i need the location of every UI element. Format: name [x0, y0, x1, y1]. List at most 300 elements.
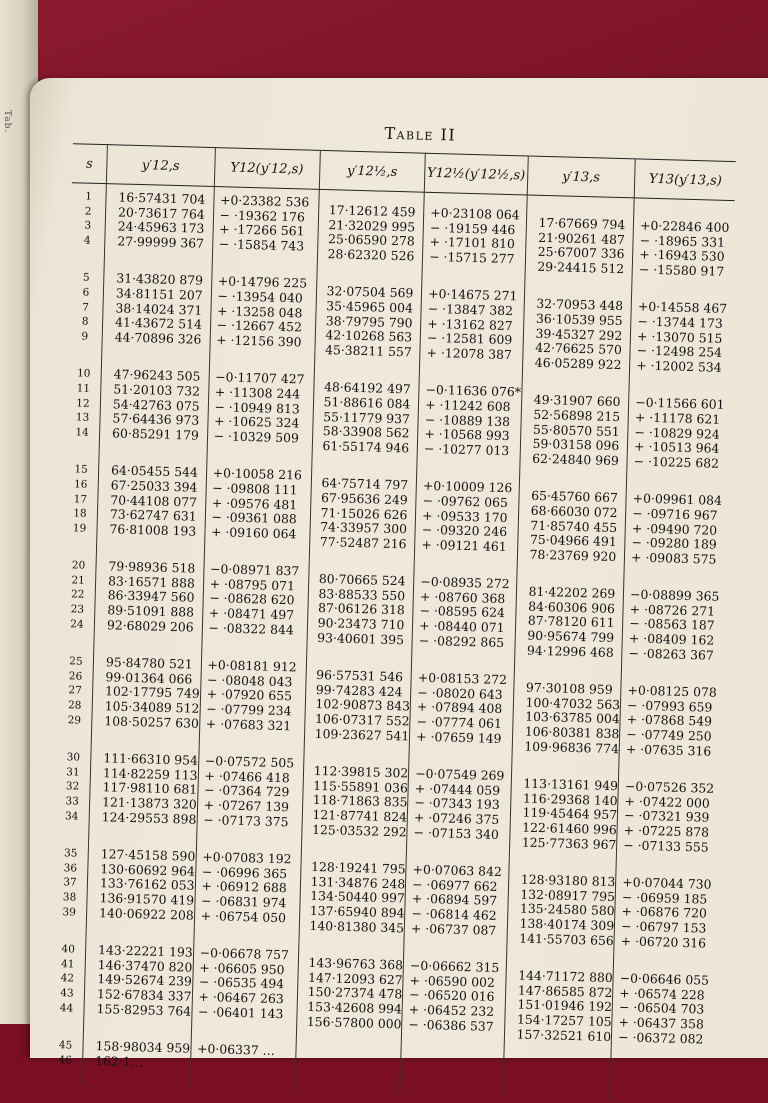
- table-cell: 149·52674 239: [97, 971, 193, 990]
- table-cell: +0·10058 216: [212, 465, 303, 483]
- table-cell: 90·95674 799: [527, 627, 615, 646]
- table-cell: 3: [84, 219, 92, 232]
- table-cell: 60·85291 179: [111, 425, 200, 443]
- table-cell: + ·06452 232: [408, 1001, 495, 1019]
- table-cell: 65·45760 667: [530, 488, 619, 506]
- table-cell: +0·14796 225: [217, 273, 308, 291]
- table-cell: − ·12667 452: [216, 317, 303, 335]
- table-cell: + ·13070 515: [636, 328, 723, 346]
- column-row-index: [64, 360, 101, 457]
- table-cell: 89·51091 888: [107, 602, 195, 620]
- table-cell: 45·38211 557: [324, 341, 412, 360]
- table-cell: [295, 1066, 400, 1083]
- table-cell: 38: [62, 891, 77, 904]
- table-cell: 21·32029 995: [328, 216, 416, 235]
- table-cell: + ·07267 139: [203, 796, 290, 815]
- table-cell: 42·10268 563: [325, 327, 413, 345]
- table-cell: 6: [82, 286, 90, 299]
- table-cell: − ·06797 153: [620, 918, 707, 936]
- table-cell: 5: [82, 271, 90, 285]
- table-cell: 34: [64, 809, 79, 823]
- table-cell: 29·24415 512: [537, 258, 625, 276]
- table-cell: 157·32521 610: [516, 1026, 612, 1044]
- column-row-index: [52, 840, 89, 937]
- table-cell: [503, 1079, 610, 1096]
- table-cell: + ·06894 597: [411, 891, 498, 909]
- table-cell: − ·13847 382: [427, 300, 514, 319]
- table-cell: 83·16571 888: [107, 573, 196, 591]
- column-Y12-half-value: [400, 1042, 504, 1097]
- column-Y13-value: [627, 376, 730, 475]
- header-y12: y′12,s: [106, 145, 215, 187]
- table-cell: 31: [66, 766, 80, 779]
- table-cell: + ·06605 950: [199, 959, 285, 977]
- table-cell: −0·07549 269: [415, 765, 505, 784]
- column-y12-value: [96, 457, 206, 556]
- table-cell: − ·06386 537: [408, 1016, 494, 1034]
- table-cell: − ·13954 040: [217, 288, 303, 306]
- table-cell: 4: [83, 234, 91, 247]
- table-cell: + ·08440 071: [419, 617, 505, 636]
- table-cell: − ·06535 494: [198, 974, 285, 992]
- table-cell: + ·08795 071: [209, 575, 296, 594]
- table-cell: 17: [73, 492, 88, 506]
- table-cell: − ·09320 246: [421, 521, 508, 540]
- column-Y12-value: [204, 460, 312, 559]
- table-cell: 12: [76, 396, 90, 410]
- table-cell: 8: [81, 315, 89, 328]
- table-cell: − ·06996 365: [201, 863, 288, 882]
- table-row-group: [67, 265, 733, 379]
- table-cell: 11: [76, 382, 91, 395]
- table-cell: −0·06678 757: [199, 945, 290, 963]
- table-cell: 59·03158 096: [532, 435, 620, 454]
- table-cell: − ·15580 917: [638, 261, 725, 279]
- table-cell: 47·96243 505: [113, 366, 201, 385]
- column-row-index: [70, 183, 107, 266]
- table-cell: 99·01364 066: [105, 669, 193, 687]
- table-cell: + ·07246 375: [413, 809, 500, 827]
- table-cell: + ·09160 064: [210, 523, 297, 542]
- table-cell: − ·06814 462: [411, 905, 497, 923]
- table-cell: − ·08595 624: [419, 603, 506, 621]
- table-cell: 84·60306 906: [528, 598, 616, 616]
- table-cell: 155·82953 764: [96, 1000, 192, 1019]
- table-cell: − ·07321 939: [623, 807, 710, 826]
- column-row-index: [57, 648, 94, 745]
- table-cell: 138·40174 309: [519, 915, 615, 934]
- table-cell: + ·07225 878: [623, 822, 710, 840]
- table-cell: + ·16943 530: [639, 246, 725, 265]
- table-cell: 144·71172 880: [518, 967, 613, 986]
- table-cell: − ·06831 974: [200, 892, 287, 911]
- column-y12-value: [89, 745, 199, 844]
- table-title: Table II: [384, 123, 457, 145]
- column-y13-value: [502, 1044, 611, 1099]
- table-cell: + ·09121 461: [421, 536, 507, 554]
- table-cell: 117·98110 681: [102, 779, 198, 798]
- table-cell: 93·40601 395: [317, 629, 405, 647]
- table-cell: 38·79795 790: [325, 312, 413, 331]
- column-Y13-value: [632, 198, 735, 283]
- table-cell: 49·31907 660: [533, 392, 621, 410]
- column-y12-half-value: [301, 751, 409, 850]
- table-cell: + ·07894 408: [416, 699, 503, 717]
- table-cell: 46·05289 922: [534, 354, 622, 372]
- column-Y12-half-value: [420, 274, 525, 373]
- table-cell: 21: [71, 574, 85, 587]
- table-cell: 7: [82, 301, 90, 314]
- table-cell: 143·96763 368: [308, 955, 404, 973]
- table-cell: 25: [69, 655, 83, 668]
- table-cell: 87·06126 318: [317, 600, 405, 618]
- column-row-index: [54, 744, 91, 841]
- table-cell: 32·07504 569: [326, 283, 414, 301]
- table-cell: − ·10889 138: [424, 411, 511, 429]
- table-cell: +0·09961 084: [632, 490, 723, 509]
- column-Y12-half-value: [407, 754, 512, 853]
- table-cell: 76·81008 193: [109, 521, 197, 539]
- table-cell: 119·45464 957: [522, 805, 618, 823]
- table-cell: + ·06590 002: [409, 972, 496, 990]
- table-cell: 16: [73, 478, 88, 491]
- table-cell: 97·30108 959: [525, 679, 613, 698]
- table-cell: +0·08125 078: [627, 682, 717, 701]
- table-cell: 102·90873 843: [315, 696, 411, 714]
- table-cell: −0·08971 837: [209, 561, 300, 579]
- table-cell: 24·45963 173: [117, 218, 205, 236]
- table-cell: 114·82259 113: [102, 765, 198, 783]
- table-cell: +0·07063 842: [412, 861, 503, 880]
- table-cell: 51·20103 732: [113, 381, 201, 399]
- table-cell: 20: [71, 559, 86, 572]
- table-cell: − ·13744 173: [637, 313, 723, 331]
- table-cell: 100·47032 563: [525, 694, 621, 713]
- table-cell: 127·45158 590: [100, 846, 196, 864]
- table-cell: − ·07133 555: [623, 836, 709, 855]
- table-cell: + ·06467 263: [198, 988, 284, 1007]
- column-y12-half-value: [304, 655, 412, 754]
- table-cell: 42·76625 570: [535, 339, 623, 358]
- table-cell: − ·15715 277: [429, 248, 515, 266]
- table-cell: 21·90261 487: [537, 229, 626, 247]
- column-Y12-value: [196, 748, 304, 847]
- table-cell: 80·70665 524: [318, 571, 406, 589]
- column-Y12-value: [199, 652, 307, 751]
- table-cell: 109·96836 774: [524, 738, 620, 756]
- table-cell: 45: [58, 1039, 73, 1052]
- table-cell: + ·11178 621: [634, 409, 721, 427]
- table-cell: 36·10539 955: [535, 310, 623, 329]
- table-cell: 19: [72, 522, 87, 535]
- table-cell: + ·17101 810: [429, 234, 516, 252]
- table-cell: 96·57531 546: [316, 667, 404, 685]
- column-Y13-value: [610, 1047, 712, 1102]
- table-cell: 134·50440 997: [310, 888, 406, 906]
- table-cell: 102·17795 749: [104, 683, 200, 702]
- table-cell: + ·17266 561: [219, 221, 305, 239]
- table-cell: 16·57431 704: [118, 189, 206, 207]
- table-cell: 106·07317 552: [314, 710, 410, 729]
- column-y13-value: [519, 373, 629, 472]
- table-cell: + ·07444 059: [414, 780, 501, 798]
- table-cell: + ·08471 497: [208, 605, 295, 623]
- table-cell: 122·61460 996: [522, 819, 617, 838]
- table-cell: 153·42608 994: [307, 998, 403, 1017]
- column-y13-value: [509, 757, 619, 856]
- table-cell: 51·88616 084: [323, 394, 411, 412]
- table-cell: 77·52487 216: [319, 533, 407, 552]
- table-cell: + ·09533 170: [422, 507, 508, 525]
- table-cell: − ·10329 509: [213, 427, 300, 446]
- table-cell: 38·14024 371: [115, 299, 203, 318]
- table-cell: + ·13162 827: [427, 315, 513, 333]
- table-cell: 92·68029 206: [106, 616, 194, 635]
- table-cell: 35: [63, 847, 78, 860]
- table-cell: +0·08181 912: [207, 657, 297, 675]
- table-cell: −0·07526 352: [624, 778, 715, 796]
- table-cell: 121·13873 320: [101, 794, 197, 812]
- table-row-group: [59, 552, 725, 666]
- table-cell: 81·42202 269: [528, 583, 616, 602]
- table-cell: 86·33947 560: [107, 587, 195, 606]
- table-cell: 150·27374 478: [307, 984, 403, 1002]
- table-cell: +0·14558 467: [637, 298, 728, 317]
- table-cell: 27: [68, 684, 83, 698]
- table-cell: − ·09808 111: [212, 480, 298, 498]
- column-y12-value: [86, 841, 196, 940]
- table-cell: − ·19362 176: [219, 206, 306, 225]
- table-row-group: [49, 936, 715, 1050]
- table-cell: 20·73617 764: [117, 204, 206, 222]
- table-cell: 147·12093 627: [307, 969, 403, 988]
- table-cell: + ·07683 321: [205, 715, 292, 733]
- table-cell: 70·44108 077: [110, 491, 198, 510]
- table-cell: −0·07572 505: [204, 753, 295, 771]
- table-cell: + ·07920 655: [206, 686, 293, 704]
- table-cell: 46: [58, 1053, 73, 1067]
- column-y13-value: [522, 277, 632, 376]
- adjacent-page-text: Tab.: [2, 110, 12, 134]
- table-cell: −0·06662 315: [409, 957, 500, 976]
- table-cell: 30: [66, 751, 81, 764]
- table-row-group: [57, 648, 723, 762]
- table-cell: 52·56898 215: [533, 406, 621, 425]
- table-cell: 116·29368 140: [522, 790, 618, 808]
- column-Y13-value: [630, 280, 733, 379]
- table-cell: − ·10225 682: [633, 453, 720, 471]
- column-row-index: [62, 456, 99, 553]
- header-Y12: Y12(y′12,s): [214, 148, 320, 190]
- column-y12-value: [104, 184, 214, 269]
- table-cell: 61·55174 946: [322, 437, 410, 456]
- table-cell: 128·93180 813: [520, 871, 616, 890]
- table-cell: 57·64436 973: [112, 410, 200, 428]
- column-Y13-value: [622, 568, 725, 667]
- table-cell: − ·06977 662: [412, 876, 498, 894]
- table-cell: 137·65940 894: [309, 902, 405, 921]
- table-cell: 29: [67, 713, 82, 727]
- table-cell: 42: [60, 972, 75, 985]
- table-cell: − ·12498 254: [636, 342, 723, 360]
- table-cell: 71·85740 455: [530, 517, 618, 535]
- table-cell: 18: [73, 507, 87, 520]
- table-cell: 75·04966 491: [529, 531, 617, 550]
- table-cell: 39: [62, 905, 77, 919]
- table-cell: 34·81151 207: [115, 285, 203, 303]
- table-cell: +0·07083 192: [202, 849, 292, 867]
- table-cell: 32: [65, 780, 80, 794]
- table-cell: − ·06520 016: [409, 986, 495, 1005]
- table-cell: 14: [75, 426, 90, 439]
- column-y12-half-value: [311, 367, 419, 466]
- table-cell: 67·25033 394: [110, 477, 198, 495]
- column-y12-half-value: [299, 847, 407, 946]
- table-cell: − ·08322 844: [208, 619, 294, 638]
- column-y12-half-value: [295, 1039, 402, 1094]
- table-cell: − ·10949 813: [214, 398, 300, 416]
- table-row-group: [62, 456, 728, 570]
- table-cell: 23: [70, 603, 85, 616]
- table-cell: 95·84780 521: [105, 654, 193, 672]
- table-cell: 71·15026 626: [320, 504, 408, 522]
- table-cell: + ·11308 244: [214, 384, 301, 402]
- table-cell: + ·11242 608: [425, 396, 511, 415]
- column-y12-half-value: [317, 189, 425, 274]
- column-Y12-value: [194, 844, 302, 943]
- column-Y12-half-value: [422, 192, 527, 277]
- column-Y12-value: [209, 268, 317, 367]
- column-Y12-value: [201, 556, 309, 655]
- table-cell: 48·64192 497: [323, 379, 411, 397]
- table-cell: 44: [59, 1001, 74, 1015]
- table-cell: + ·06720 316: [620, 932, 707, 951]
- table-body: [48, 183, 735, 1102]
- header-y13: y′13,s: [527, 156, 636, 198]
- table-cell: 151·01946 192: [517, 996, 613, 1015]
- column-Y12-value: [212, 187, 319, 272]
- table-cell: 130·60692 964: [100, 860, 196, 879]
- table-cell: + ·06754 050: [200, 907, 287, 925]
- column-y12-half-value: [296, 943, 404, 1042]
- table-cell: +0·23382 536: [219, 192, 310, 210]
- table-cell: 55·11779 937: [323, 408, 411, 426]
- table-cell: − ·09280 189: [631, 534, 718, 552]
- table-cell: 62·24840 969: [532, 450, 620, 468]
- column-Y12-half-value: [414, 466, 519, 565]
- table-cell: + ·07868 549: [626, 711, 713, 730]
- table-cell: 143·22221 193: [97, 942, 193, 960]
- table-cell: − ·12581 609: [426, 330, 513, 348]
- table-cell: 131·34876 248: [310, 873, 406, 892]
- table-cell: 140·06922 208: [98, 904, 194, 923]
- table-cell: − ·08263 367: [628, 645, 715, 663]
- table-cell: 58·33908 562: [322, 423, 410, 441]
- table-cell: − ·06372 082: [617, 1028, 704, 1047]
- table-cell: 125·77363 967: [521, 834, 617, 852]
- table-cell: − ·18965 331: [639, 232, 726, 250]
- column-y13-value: [506, 852, 616, 951]
- column-Y13-value: [624, 472, 727, 571]
- column-y12-value: [91, 649, 201, 748]
- table-cell: 10: [76, 367, 91, 381]
- table-cell: 15: [74, 463, 88, 477]
- table-cell: 140·81380 345: [309, 917, 405, 936]
- table-cell: [401, 1069, 503, 1086]
- table-cell: 64·05455 544: [110, 462, 199, 481]
- table-cell: − ·06504 703: [618, 999, 705, 1017]
- table-cell: 79·98936 518: [108, 558, 196, 576]
- table-cell: 154·17257 105: [516, 1011, 612, 1030]
- column-row-index: [48, 1032, 84, 1085]
- table-cell: 135·24580 580: [519, 900, 615, 919]
- table-cell: +0·08153 272: [417, 669, 508, 688]
- table-cell: − ·06401 143: [197, 1003, 284, 1021]
- table-cell: 39·45327 292: [535, 325, 623, 343]
- table-cell: +0·10009 126: [422, 478, 513, 496]
- column-y13-value: [512, 661, 622, 760]
- table-cell: − ·19159 446: [429, 219, 516, 237]
- table-cell: 109·23627 541: [314, 725, 410, 744]
- table-cell: − ·09716 967: [632, 505, 718, 523]
- table-cell: − ·10277 013: [423, 440, 510, 458]
- table-cell: 40: [61, 943, 76, 956]
- table-cell: − ·07799 234: [206, 701, 292, 719]
- table-cell: 37: [63, 876, 77, 889]
- table-cell: + ·10513 964: [633, 438, 720, 456]
- table-cell: + ·07466 418: [204, 767, 290, 786]
- table-cell: + ·07635 316: [625, 741, 712, 759]
- table-cell: 121·87741 824: [312, 806, 408, 825]
- table-cell: 25·67007 336: [537, 244, 625, 262]
- table-cell: +0·07044 730: [622, 874, 712, 892]
- table-cell: 111·66310 954: [103, 750, 199, 769]
- table-cell: + ·09083 575: [630, 549, 717, 567]
- table-cell: 22: [70, 588, 85, 602]
- table-cell: 1: [85, 190, 93, 203]
- column-y12-half-value: [314, 271, 422, 370]
- table-cell: − ·08563 187: [629, 615, 715, 634]
- header-y12-half: y′12½,s: [319, 150, 426, 192]
- table-cell: +0·23108 064: [430, 204, 520, 223]
- table-cell: 17·12612 459: [328, 202, 416, 220]
- column-Y13-value: [617, 759, 720, 858]
- table-cell: 67·95636 249: [320, 489, 408, 508]
- column-Y13-value: [614, 855, 717, 954]
- table-cell: −0·11636 076*: [425, 382, 522, 400]
- column-Y12-half-value: [401, 946, 506, 1045]
- table-cell: 108·50257 630: [104, 712, 200, 731]
- table-cell: + ·06876 720: [621, 903, 708, 922]
- table-cell: 124·29553 898: [101, 808, 197, 827]
- table-cell: 146·37470 820: [97, 956, 193, 975]
- table-cell: 36: [63, 861, 78, 875]
- table-cell: −0·06646 055: [619, 970, 710, 988]
- table-cell: 78·23769 920: [529, 546, 617, 564]
- table-cell: + ·13258 048: [216, 302, 303, 321]
- column-y13-value: [504, 948, 614, 1047]
- column-y12-value: [83, 937, 193, 1036]
- table-cell: + ·07422 000: [624, 793, 711, 811]
- table-cell: 33: [65, 795, 80, 808]
- table-cell: 90·23473 710: [317, 615, 405, 633]
- column-Y12-half-value: [404, 850, 509, 949]
- table-cell: [191, 1056, 295, 1073]
- table-cell: 44·70896 326: [114, 329, 202, 347]
- column-y13-value: [525, 195, 635, 280]
- printed-sheet: [41, 105, 756, 1070]
- table-cell: 94·12996 468: [526, 642, 614, 660]
